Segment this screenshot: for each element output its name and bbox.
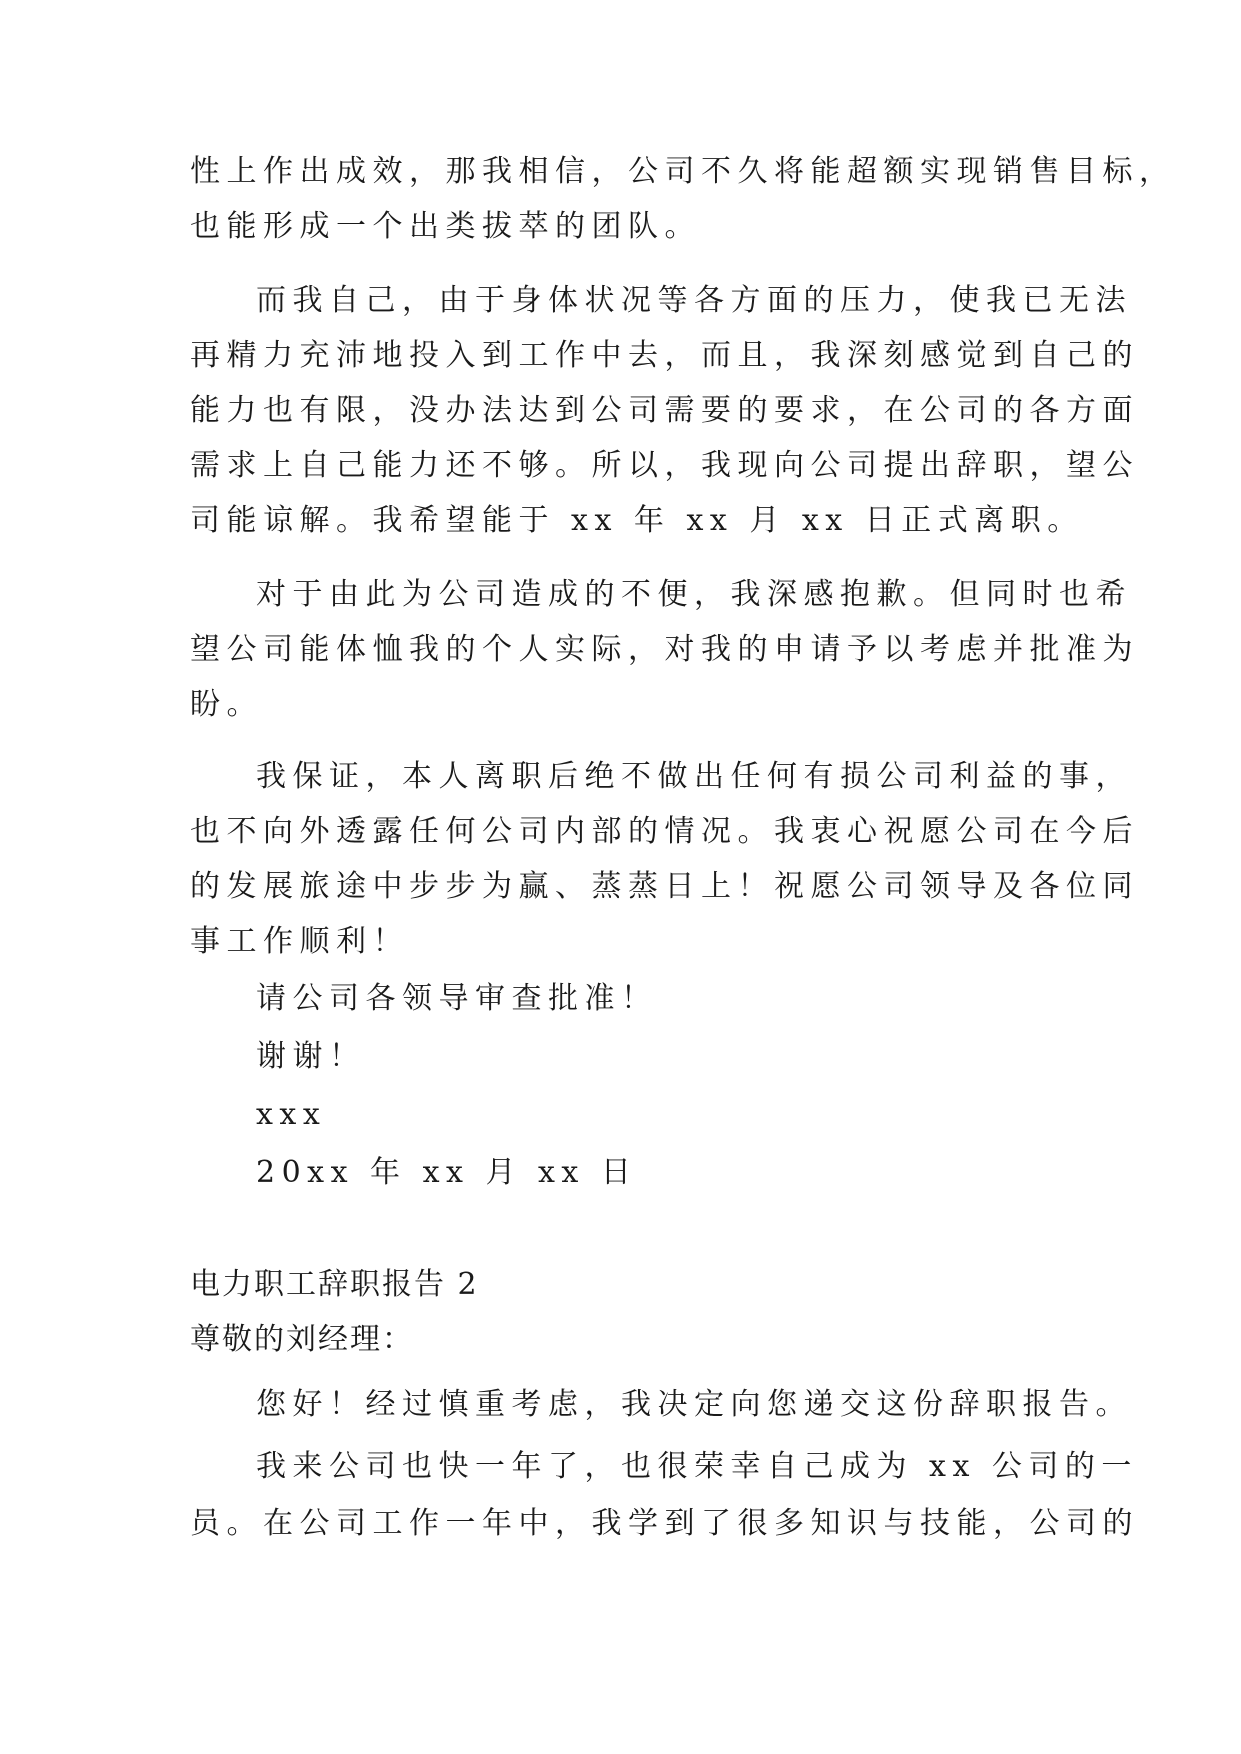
paragraph-line: 也能形成一个出类拔萃的团队。 bbox=[190, 209, 701, 244]
paragraph-line: 需求上自己能力还不够。所以，我现向公司提出辞职，望公 bbox=[190, 448, 1139, 483]
paragraph-line: 望公司能体恤我的个人实际，对我的申请予以考虑并批准为 bbox=[190, 632, 1139, 667]
signature-name: xxx bbox=[256, 1097, 327, 1132]
signature-date: 20xx 年 xx 月 xx 日 bbox=[256, 1155, 638, 1190]
section-title: 电力职工辞职报告 2 bbox=[190, 1267, 479, 1302]
paragraph-line: 的发展旅途中步步为赢、蒸蒸日上！祝愿公司领导及各位同 bbox=[190, 869, 1139, 904]
paragraph-line: 事工作顺利！ bbox=[190, 924, 409, 959]
paragraph-line: 我来公司也快一年了，也很荣幸自己成为 xx 公司的一 bbox=[256, 1449, 1138, 1484]
paragraph-line: 司能谅解。我希望能于 xx 年 xx 月 xx 日正式离职。 bbox=[190, 503, 1084, 538]
paragraph-line: 员。在公司工作一年中，我学到了很多知识与技能，公司的 bbox=[190, 1506, 1139, 1541]
paragraph-line: 再精力充沛地投入到工作中去，而且，我深刻感觉到自己的 bbox=[190, 338, 1139, 373]
paragraph-line: 能力也有限，没办法达到公司需要的要求，在公司的各方面 bbox=[190, 393, 1139, 428]
paragraph-line: 性上作出成效，那我相信，公司不久将能超额实现销售目标， bbox=[190, 154, 1176, 189]
paragraph-line: 请公司各领导审查批准！ bbox=[256, 981, 658, 1016]
paragraph-line: 我保证，本人离职后绝不做出任何有损公司利益的事， bbox=[256, 759, 1132, 794]
paragraph-line: 您好！经过慎重考虑，我决定向您递交这份辞职报告。 bbox=[256, 1387, 1132, 1422]
paragraph-line: 对于由此为公司造成的不便，我深感抱歉。但同时也希 bbox=[256, 577, 1132, 612]
paragraph-line: 而我自己，由于身体状况等各方面的压力，使我已无法 bbox=[256, 283, 1132, 318]
closing-thanks: 谢谢！ bbox=[256, 1039, 366, 1074]
paragraph-line: 也不向外透露任何公司内部的情况。我衷心祝愿公司在今后 bbox=[190, 814, 1139, 849]
salutation: 尊敬的刘经理： bbox=[190, 1322, 414, 1357]
paragraph-line: 盼。 bbox=[190, 687, 263, 722]
